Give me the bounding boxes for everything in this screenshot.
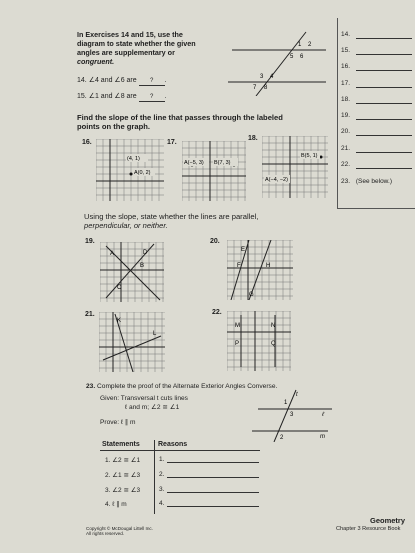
- exercise-14-text: ∠4 and ∠6 are: [88, 77, 137, 84]
- answer-23: [341, 178, 392, 185]
- given-line-1: [100, 395, 188, 403]
- row-number: 3.: [105, 487, 111, 494]
- graph-20-label-e: E: [241, 247, 246, 253]
- row-number: 1.: [105, 457, 111, 464]
- graph-22-label-q: Q: [271, 341, 276, 347]
- reasons-header: Reasons: [158, 441, 188, 448]
- answer-label-19: 19.: [341, 112, 351, 119]
- answer-line-20[interactable]: [356, 135, 412, 136]
- reason-number: 4.: [159, 500, 165, 507]
- angle-label-1: 1: [298, 42, 302, 48]
- reason-answer-line[interactable]: [167, 462, 259, 463]
- graph-19-label-d: D: [143, 250, 148, 256]
- exercise-14-number: 14.: [77, 77, 87, 84]
- exercise-14: [77, 77, 167, 86]
- graph-20-label-g: G: [249, 292, 254, 298]
- exercise-14-blank: ?: [139, 77, 165, 86]
- exercise-21-number: 21.: [85, 311, 95, 318]
- graph-19: [100, 242, 164, 302]
- answer-line-18[interactable]: [356, 103, 412, 104]
- exercise-17-number: 17.: [167, 139, 177, 146]
- slope-heading-line-1: Find the slope of the line that passes through the labeled: [77, 113, 283, 122]
- answer-label-15: 15.: [341, 47, 351, 54]
- graph-22: [227, 311, 291, 371]
- figure-label-3: 3: [290, 412, 294, 418]
- prove-line: [100, 419, 136, 427]
- statements-header: Statements: [102, 441, 140, 448]
- angle-label-4: 4: [270, 74, 274, 80]
- graph-19-label-b: B: [140, 263, 145, 269]
- figure-label-2: 2: [280, 435, 284, 441]
- table-header-rule: [100, 450, 260, 451]
- answer-line-14[interactable]: [356, 38, 412, 39]
- reason-number: 1.: [159, 456, 165, 463]
- row-statement: ∠1 ≅ ∠3: [112, 472, 141, 479]
- reason-answer-line[interactable]: [167, 506, 259, 507]
- answer-label-16: 16.: [341, 63, 351, 70]
- graph-22-label-m: M: [235, 323, 240, 329]
- angle-label-8: 8: [264, 85, 268, 91]
- exercise-23-number: 23.: [86, 383, 96, 390]
- graph-18-point-a: A(−4, −2): [265, 177, 288, 183]
- slope-heading-line-2: points on the graph.: [77, 122, 150, 131]
- answer-label-21: 21.: [341, 145, 351, 152]
- answer-label-23: 23.: [341, 178, 351, 185]
- graph-21-label-l: L: [153, 331, 157, 337]
- answer-line-16[interactable]: [356, 70, 412, 71]
- parallel-heading-line-1: Using the slope, state whether the lines are parallel,: [84, 212, 259, 221]
- answer-label-17: 17.: [341, 80, 351, 87]
- exercise-22-number: 22.: [212, 309, 222, 316]
- exercise-15-text: ∠1 and ∠8 are: [88, 93, 137, 100]
- exercise-15-period: .: [164, 93, 167, 100]
- table-row: [105, 486, 140, 494]
- graph-19-label-a: A: [110, 251, 115, 257]
- angle-label-6: 6: [300, 54, 304, 60]
- table-row: [105, 456, 140, 464]
- parallel-heading-line-2: perpendicular, or neither.: [84, 221, 168, 230]
- graph-20: [227, 240, 293, 300]
- proof-figure: [248, 388, 332, 442]
- figure-label-t: t: [296, 392, 298, 398]
- angle-label-2: 2: [308, 42, 312, 48]
- graph-20-label-f: F: [237, 263, 241, 269]
- graph-16-point-b: (4, 1): [127, 156, 140, 162]
- exercise-23-text: Complete the proof of the Alternate Exterior Angles Converse.: [97, 383, 278, 390]
- graph-19-label-c: C: [117, 285, 122, 291]
- figure-label-l: ℓ: [322, 412, 324, 418]
- graph-20-label-h: H: [266, 263, 271, 269]
- row-statement: ∠2 ≅ ∠1: [112, 457, 141, 464]
- exercise-14-period: .: [164, 77, 167, 84]
- reason-answer-line[interactable]: [167, 477, 259, 478]
- book-subtitle: Chapter 3 Resource Book: [336, 526, 401, 532]
- row-number: 4.: [105, 501, 111, 508]
- graph-17-point-a: A(−5, 3): [184, 160, 204, 166]
- given-text-1: Transversal t cuts lines: [120, 395, 188, 402]
- graph-17: [182, 141, 246, 201]
- row-statement: ∠2 ≅ ∠3: [112, 487, 141, 494]
- reason-answer-line[interactable]: [167, 492, 259, 493]
- answer-label-20: 20.: [341, 128, 351, 135]
- table-row: [105, 500, 127, 508]
- graph-22-label-n: N: [271, 323, 276, 329]
- answer-label-22: 22.: [341, 161, 351, 168]
- angle-label-5: 5: [290, 54, 294, 60]
- reason-number: 3.: [159, 486, 165, 493]
- graph-18: [262, 136, 328, 198]
- intro-line-1: In Exercises 14 and 15, use the: [77, 30, 183, 39]
- copyright-notice: [86, 526, 153, 537]
- angle-label-3: 3: [260, 74, 264, 80]
- given-label: Given:: [100, 395, 120, 402]
- table-divider: [154, 440, 155, 514]
- graph-22-label-p: P: [235, 341, 240, 347]
- copyright-line-1: Copyright © McDougal Littell Inc.: [86, 526, 153, 531]
- prove-label: Prove:: [100, 419, 120, 426]
- exercise-15: [77, 93, 167, 102]
- graph-18-point-b: B(5, 1): [301, 153, 318, 159]
- answer-label-14: 14.: [341, 31, 351, 38]
- exercise-20-number: 20.: [210, 238, 220, 245]
- answer-label-18: 18.: [341, 96, 351, 103]
- prove-text: ℓ ∥ m: [120, 419, 136, 426]
- graph-21-label-k: K: [117, 318, 122, 324]
- answer-line-22[interactable]: [356, 168, 412, 169]
- row-number: 2.: [105, 472, 111, 479]
- angle-label-7: 7: [253, 85, 257, 91]
- graph-16-point-a: A(0, 2): [134, 170, 151, 176]
- exercise-16-number: 16.: [82, 139, 92, 146]
- given-line-2: ℓ and m; ∠2 ≅ ∠1: [125, 404, 180, 411]
- graph-21: [99, 312, 165, 372]
- exercise-18-number: 18.: [248, 135, 258, 142]
- answer-line-15[interactable]: [356, 54, 412, 55]
- intro-line-4: congruent.: [77, 57, 115, 66]
- book-title: Geometry: [370, 516, 406, 525]
- intro-line-2: diagram to state whether the given: [77, 39, 196, 48]
- exercise-15-blank: ?: [139, 93, 165, 102]
- exercise-15-number: 15.: [77, 93, 87, 100]
- answer-line-17[interactable]: [356, 87, 412, 88]
- copyright-line-2: All rights reserved.: [86, 531, 125, 537]
- reason-number: 2.: [159, 471, 165, 478]
- figure-label-1: 1: [284, 400, 288, 406]
- intro-line-3: angles are supplementary or: [77, 48, 175, 57]
- graph-17-point-b: B(7, 3): [214, 160, 231, 166]
- table-row: [105, 471, 140, 479]
- figure-label-m: m: [320, 434, 325, 440]
- answer-note-23: (See below.): [355, 178, 392, 185]
- exercise-19-number: 19.: [85, 238, 95, 245]
- graph-16: [96, 139, 164, 201]
- angle-figure: [228, 30, 328, 96]
- answer-line-19[interactable]: [356, 119, 412, 120]
- answer-line-21[interactable]: [356, 152, 412, 153]
- row-statement: ℓ ∥ m: [112, 501, 127, 508]
